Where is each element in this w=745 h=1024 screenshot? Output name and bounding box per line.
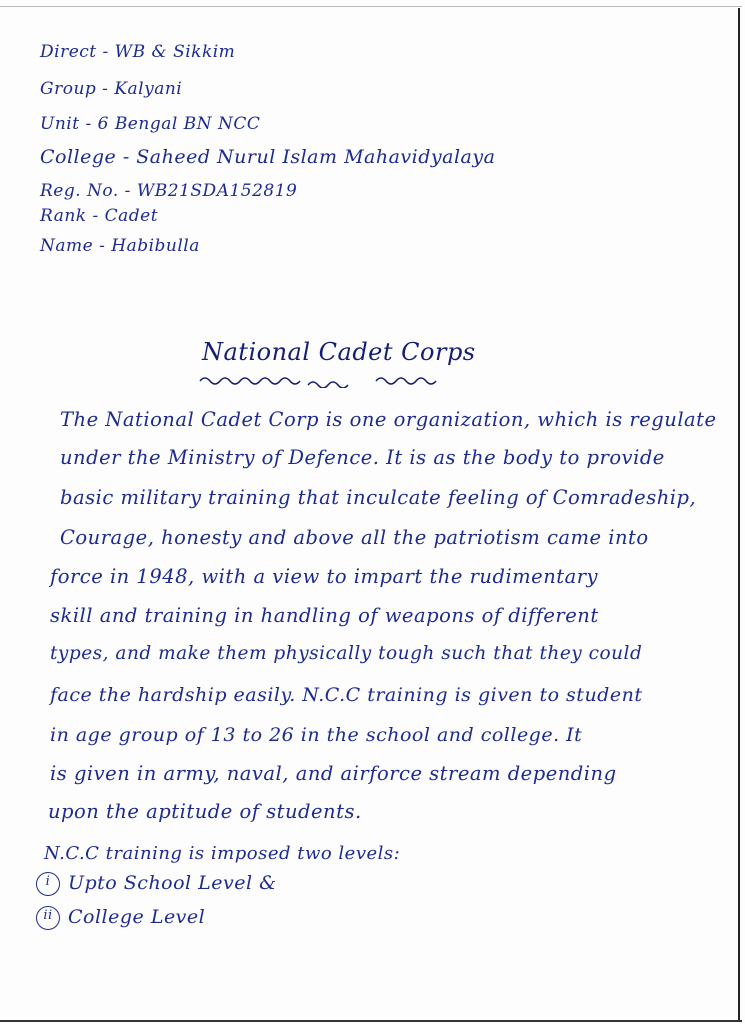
page-right-border (738, 8, 740, 1020)
title-wavy-underline (198, 374, 448, 388)
header-rank: Rank - Cadet (40, 206, 159, 226)
header-name: Name - Habibulla (40, 236, 200, 256)
level-item-school: Upto School Level & (68, 872, 277, 894)
header-direct: Direct - WB & Sikkim (40, 42, 236, 62)
level-marker-circle (36, 872, 60, 896)
page-bottom-border (0, 1020, 742, 1022)
body-line: in age group of 13 to 26 in the school and college. It (50, 724, 583, 746)
body-line: Courage, honesty and above all the patriotism came into (60, 526, 649, 549)
body-line: under the Ministry of Defence. It is as the body to provide (60, 446, 665, 469)
header-group: Group - Kalyani (40, 79, 183, 99)
body-line: face the hardship easily. N.C.C training is given to student (50, 684, 643, 706)
body-line: is given in army, naval, and airforce stream depending (50, 762, 617, 785)
level-marker: i (45, 874, 51, 889)
body-line: skill and training in handling of weapons of different (50, 604, 599, 627)
page-top-edge (0, 6, 742, 7)
page-title: National Cadet Corps (202, 338, 476, 366)
body-line: upon the aptitude of students. (48, 800, 362, 823)
level-item-college: College Level (68, 906, 206, 928)
body-line: The National Cadet Corp is one organization, which is regulate (60, 408, 717, 431)
body-line: basic military training that inculcate feeling of Comradeship, (60, 486, 697, 509)
levels-intro: N.C.C training is imposed two levels: (44, 843, 401, 864)
body-line: types, and make them physically tough such that they could (50, 643, 643, 664)
level-marker-circle (36, 906, 60, 930)
body-line: force in 1948, with a view to impart the rudimentary (50, 565, 599, 588)
level-marker: ii (43, 908, 53, 923)
header-college: College - Saheed Nurul Islam Mahavidyalaya (40, 146, 496, 168)
header-reg-no: Reg. No. - WB21SDA152819 (40, 181, 298, 201)
header-unit: Unit - 6 Bengal BN NCC (40, 114, 261, 134)
